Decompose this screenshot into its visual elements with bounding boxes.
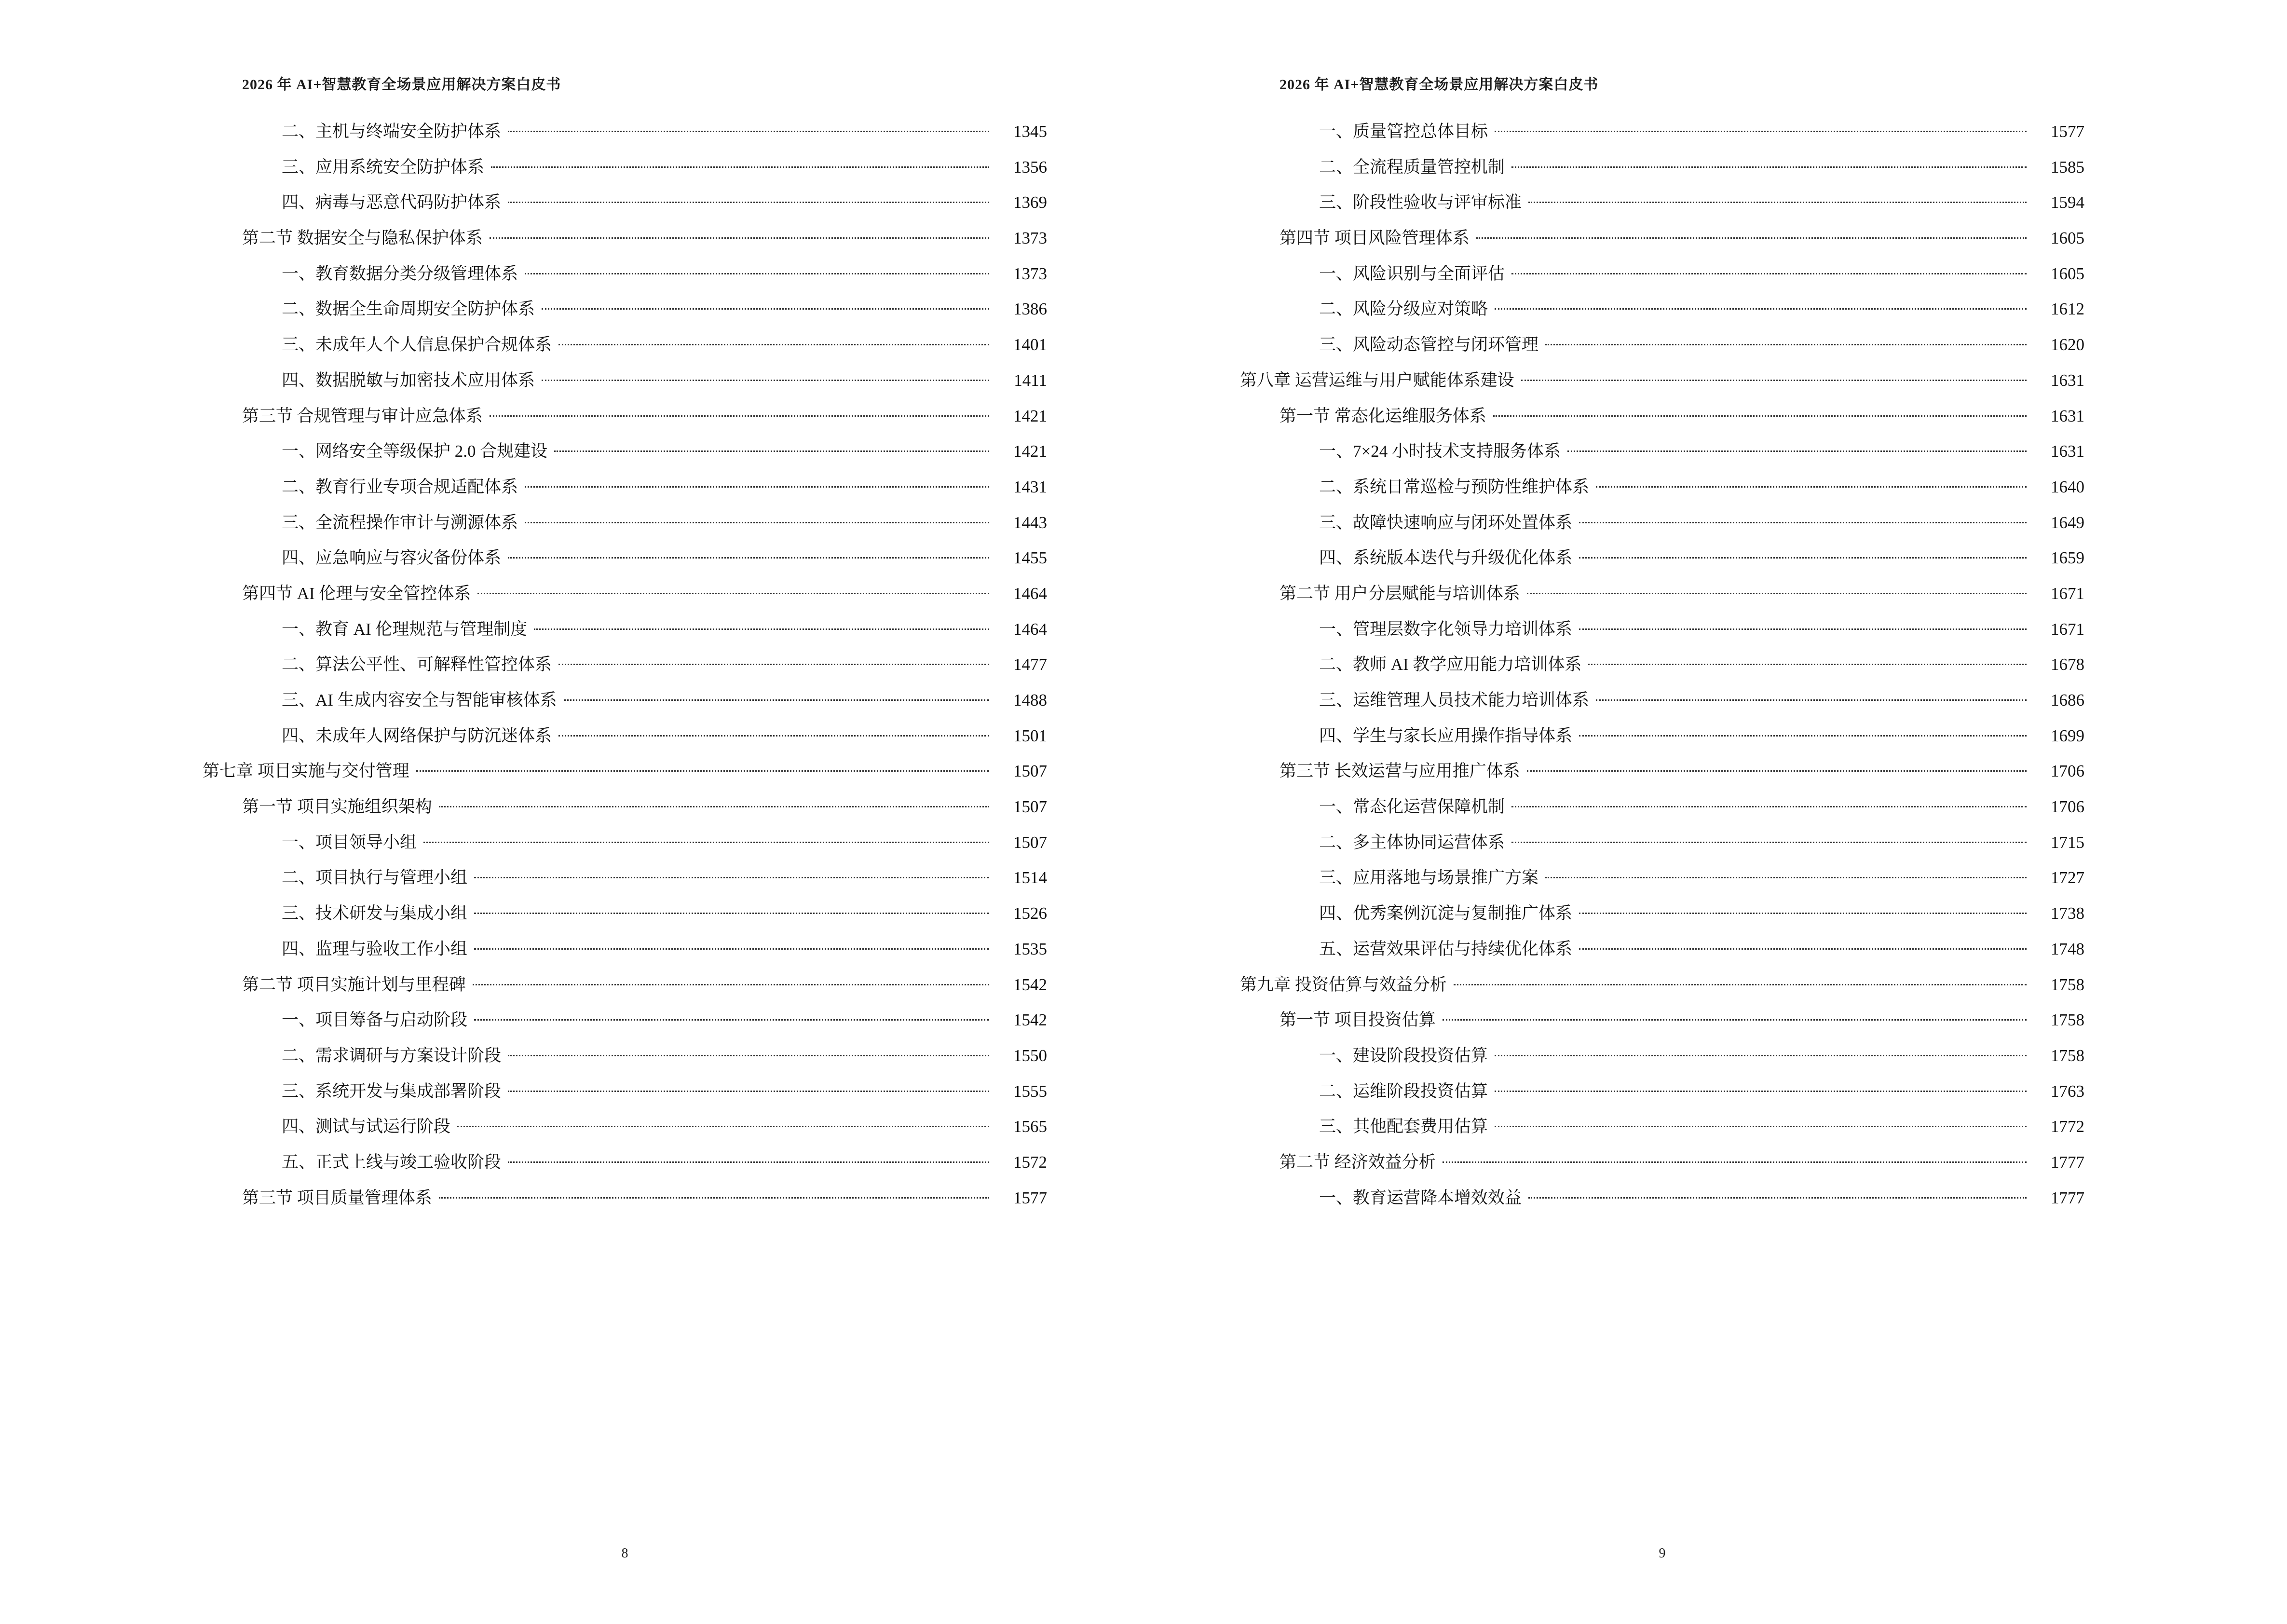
toc-entry[interactable] <box>203 477 1047 498</box>
toc-entry-page-number: 1649 <box>2051 513 2084 532</box>
toc-entry-page-number: 1706 <box>2051 797 2084 817</box>
toc-entry[interactable] <box>1240 335 2084 355</box>
toc-leader-dots <box>558 735 989 737</box>
toc-entry-page-number: 1421 <box>1013 406 1047 425</box>
toc-entry-label: 三、AI 生成内容安全与智能审核体系 <box>282 691 557 710</box>
toc-entry-page-number: 1507 <box>1013 797 1047 817</box>
toc-entry-label: 一、教育运营降本增效效益 <box>1319 1188 1522 1207</box>
toc-entry-page-number: 1477 <box>1013 655 1047 674</box>
toc-entry-label: 二、数据全生命周期安全防护体系 <box>282 300 535 319</box>
toc-leader-dots <box>558 663 989 665</box>
toc-leader-dots <box>474 912 989 914</box>
toc-entry[interactable] <box>203 797 1047 818</box>
toc-entry-page-number: 1488 <box>1013 691 1047 710</box>
toc-entry-page-number: 1421 <box>1013 442 1047 461</box>
toc-entry[interactable] <box>1240 655 2084 675</box>
toc-entry-page-number: 1373 <box>1013 229 1047 248</box>
toc-list-right <box>1240 122 2084 1541</box>
toc-leader-dots <box>525 521 989 523</box>
toc-leader-dots <box>1495 1054 2027 1056</box>
toc-leader-dots <box>1493 415 2027 417</box>
toc-entry-label: 二、全流程质量管控机制 <box>1319 157 1505 177</box>
toc-entry-page-number: 1671 <box>2051 584 2084 603</box>
toc-entry-page-number: 1748 <box>2051 939 2084 958</box>
page-right <box>1144 0 2287 1624</box>
toc-entry[interactable] <box>203 370 1047 391</box>
running-head-right: 2026 年 AI+智慧教育全场景应用解决方案白皮书 <box>1280 77 1599 93</box>
toc-entry-label: 第二节 经济效益分析 <box>1280 1152 1436 1172</box>
toc-leader-dots <box>1495 308 2027 310</box>
toc-entry-page-number: 1772 <box>2051 1117 2084 1136</box>
toc-entry-label: 第二节 项目实施计划与里程碑 <box>242 975 466 994</box>
toc-entry-label: 四、系统版本迭代与升级优化体系 <box>1319 548 1573 568</box>
toc-entry-label: 二、教育行业专项合规适配体系 <box>282 477 518 496</box>
toc-leader-dots <box>508 1054 989 1056</box>
toc-entry-page-number: 1369 <box>1013 193 1047 212</box>
toc-entry-page-number: 1758 <box>2051 1010 2084 1030</box>
toc-entry-label: 第二节 数据安全与隐私保护体系 <box>242 229 483 248</box>
toc-entry-page-number: 1777 <box>2051 1152 2084 1172</box>
toc-entry-label: 二、项目执行与管理小组 <box>282 868 468 887</box>
toc-entry-label: 三、故障快速响应与闭环处置体系 <box>1319 513 1573 532</box>
toc-entry-page-number: 1373 <box>1013 264 1047 283</box>
toc-entry-label: 第九章 投资估算与效益分析 <box>1240 975 1447 994</box>
toc-leader-dots <box>1476 237 2027 239</box>
toc-entry-label: 一、项目领导小组 <box>282 832 417 852</box>
toc-entry-page-number: 1577 <box>1013 1188 1047 1207</box>
toc-entry-page-number: 1411 <box>1014 370 1047 390</box>
toc-leader-dots <box>525 273 989 274</box>
toc-entry[interactable] <box>203 548 1047 569</box>
toc-entry-label: 四、数据脱敏与加密技术应用体系 <box>282 370 535 390</box>
toc-entry-page-number: 1631 <box>2051 370 2084 390</box>
toc-entry[interactable] <box>1240 975 2084 996</box>
toc-entry[interactable] <box>1240 441 2084 462</box>
toc-leader-dots <box>564 699 989 701</box>
toc-leader-dots <box>474 948 989 950</box>
toc-entry-label: 一、教育 AI 伦理规范与管理制度 <box>282 619 528 639</box>
toc-list-left <box>203 122 1047 1541</box>
toc-entry[interactable] <box>203 726 1047 747</box>
toc-entry-page-number: 1401 <box>1013 335 1047 355</box>
toc-leader-dots <box>490 237 989 239</box>
toc-leader-dots <box>423 841 989 843</box>
toc-entry[interactable] <box>203 903 1047 924</box>
toc-entry[interactable] <box>1240 299 2084 320</box>
toc-entry-label: 三、全流程操作审计与溯源体系 <box>282 513 518 532</box>
toc-entry[interactable] <box>1240 761 2084 782</box>
toc-entry-label: 五、正式上线与竣工验收阶段 <box>282 1152 502 1172</box>
toc-leader-dots <box>1511 166 2027 168</box>
toc-leader-dots <box>473 983 989 985</box>
toc-entry-page-number: 1699 <box>2051 726 2084 745</box>
toc-entry[interactable] <box>1240 1010 2084 1031</box>
toc-entry-page-number: 1777 <box>2051 1188 2084 1207</box>
toc-entry[interactable] <box>203 655 1047 675</box>
toc-entry-label: 一、常态化运营保障机制 <box>1319 797 1505 817</box>
toc-leader-dots <box>1521 379 2027 381</box>
toc-entry-page-number: 1577 <box>2051 122 2084 141</box>
toc-entry-label: 二、需求调研与方案设计阶段 <box>282 1046 502 1065</box>
toc-entry[interactable] <box>1240 122 2084 142</box>
toc-leader-dots <box>1511 805 2027 807</box>
toc-entry-page-number: 1612 <box>2051 300 2084 319</box>
toc-entry[interactable] <box>1240 1117 2084 1137</box>
toc-entry-label: 五、运营效果评估与持续优化体系 <box>1319 939 1573 958</box>
toc-entry-page-number: 1763 <box>2051 1081 2084 1101</box>
toc-entry-label: 二、教师 AI 教学应用能力培训体系 <box>1319 655 1582 674</box>
toc-entry-label: 一、项目筹备与启动阶段 <box>282 1010 468 1030</box>
toc-entry[interactable] <box>1240 264 2084 285</box>
toc-entry-page-number: 1659 <box>2051 548 2084 568</box>
toc-entry-page-number: 1507 <box>1013 832 1047 852</box>
toc-entry-page-number: 1640 <box>2051 477 2084 496</box>
toc-leader-dots <box>474 876 989 878</box>
toc-leader-dots <box>1596 486 2027 488</box>
toc-entry-label: 第四节 AI 伦理与安全管控体系 <box>242 584 471 603</box>
toc-entry-page-number: 1507 <box>1013 762 1047 781</box>
toc-entry-page-number: 1565 <box>1013 1117 1047 1136</box>
toc-leader-dots <box>508 130 989 132</box>
toc-entry-page-number: 1715 <box>2051 832 2084 852</box>
toc-entry-label: 第一节 常态化运维服务体系 <box>1280 406 1486 425</box>
toc-entry[interactable] <box>203 122 1047 142</box>
toc-leader-dots <box>1579 735 2027 737</box>
toc-entry[interactable] <box>203 868 1047 888</box>
toc-entry-label: 一、建设阶段投资估算 <box>1319 1046 1488 1065</box>
toc-entry[interactable] <box>1240 406 2084 427</box>
toc-entry-label: 第一节 项目投资估算 <box>1280 1010 1436 1030</box>
toc-entry[interactable] <box>1240 548 2084 569</box>
toc-entry[interactable] <box>1240 939 2084 960</box>
toc-entry[interactable] <box>1240 619 2084 640</box>
toc-entry-label: 二、算法公平性、可解释性管控体系 <box>282 655 552 674</box>
toc-entry-page-number: 1555 <box>1013 1081 1047 1101</box>
toc-entry-label: 四、应急响应与容灾备份体系 <box>282 548 502 568</box>
toc-entry-label: 二、多主体协同运营体系 <box>1319 832 1505 852</box>
toc-entry-label: 第三节 项目质量管理体系 <box>242 1188 432 1207</box>
toc-entry-label: 第七章 项目实施与交付管理 <box>203 762 409 781</box>
toc-leader-dots <box>416 770 989 772</box>
toc-leader-dots <box>1495 1125 2027 1127</box>
toc-leader-dots <box>508 201 989 203</box>
toc-entry-label: 一、教育数据分类分级管理体系 <box>282 264 518 283</box>
toc-entry[interactable] <box>203 584 1047 604</box>
toc-leader-dots <box>1511 273 2027 274</box>
toc-entry-page-number: 1386 <box>1013 300 1047 319</box>
toc-entry[interactable] <box>203 335 1047 355</box>
toc-entry[interactable] <box>1240 513 2084 533</box>
toc-entry-page-number: 1514 <box>1013 868 1047 887</box>
toc-entry[interactable] <box>203 1117 1047 1137</box>
toc-entry[interactable] <box>1240 1046 2084 1066</box>
toc-entry-page-number: 1443 <box>1013 513 1047 532</box>
toc-entry[interactable] <box>203 441 1047 462</box>
toc-entry-page-number: 1356 <box>1013 157 1047 177</box>
toc-entry-label: 三、运维管理人员技术能力培训体系 <box>1319 691 1590 710</box>
toc-entry-page-number: 1535 <box>1013 939 1047 958</box>
toc-entry[interactable] <box>1240 1188 2084 1209</box>
toc-leader-dots <box>1588 663 2027 665</box>
toc-leader-dots <box>490 415 989 417</box>
toc-leader-dots <box>1528 1197 2027 1199</box>
toc-entry-label: 三、未成年人个人信息保护合规体系 <box>282 335 552 355</box>
toc-leader-dots <box>439 805 989 807</box>
toc-entry-page-number: 1542 <box>1013 1010 1047 1030</box>
toc-leader-dots <box>1579 521 2027 523</box>
toc-leader-dots <box>1495 130 2027 132</box>
toc-leader-dots <box>1545 343 2027 345</box>
toc-entry-label: 一、风险识别与全面评估 <box>1319 264 1505 283</box>
toc-leader-dots <box>1579 557 2027 559</box>
toc-leader-dots <box>1579 912 2027 914</box>
toc-entry-page-number: 1727 <box>2051 868 2084 887</box>
toc-entry-label: 四、病毒与恶意代码防护体系 <box>282 193 502 212</box>
toc-entry-page-number: 1631 <box>2051 406 2084 425</box>
toc-leader-dots <box>1527 592 2027 594</box>
toc-entry-label: 一、网络安全等级保护 2.0 合规建设 <box>282 442 548 461</box>
toc-entry[interactable] <box>1240 192 2084 213</box>
toc-entry[interactable] <box>203 619 1047 640</box>
toc-entry[interactable] <box>203 690 1047 711</box>
toc-entry-label: 三、其他配套费用估算 <box>1319 1117 1488 1136</box>
toc-entry[interactable] <box>203 761 1047 782</box>
toc-entry-page-number: 1585 <box>2051 157 2084 177</box>
toc-entry-label: 三、技术研发与集成小组 <box>282 904 468 923</box>
toc-leader-dots <box>477 592 989 594</box>
toc-entry[interactable] <box>1240 228 2084 249</box>
toc-leader-dots <box>1545 876 2027 878</box>
toc-entry[interactable] <box>203 228 1047 249</box>
toc-entry[interactable] <box>1240 832 2084 853</box>
toc-entry-page-number: 1594 <box>2051 193 2084 212</box>
toc-entry[interactable] <box>203 299 1047 320</box>
toc-entry-label: 四、优秀案例沉淀与复制推广体系 <box>1319 904 1573 923</box>
folio-right: 9 <box>1659 1546 1666 1561</box>
toc-entry[interactable] <box>203 1046 1047 1066</box>
toc-leader-dots <box>1579 628 2027 630</box>
toc-entry-label: 四、未成年人网络保护与防沉迷体系 <box>282 726 552 745</box>
toc-leader-dots <box>439 1197 989 1199</box>
toc-leader-dots <box>1495 1090 2027 1092</box>
running-head-left: 2026 年 AI+智慧教育全场景应用解决方案白皮书 <box>242 77 561 93</box>
toc-entry-label: 三、应用落地与场景推广方案 <box>1319 868 1539 887</box>
toc-entry-label: 一、质量管控总体目标 <box>1319 122 1488 141</box>
toc-leader-dots <box>508 1161 989 1163</box>
toc-leader-dots <box>1528 201 2027 203</box>
toc-entry[interactable] <box>203 406 1047 427</box>
toc-entry-label: 一、7×24 小时技术支持服务体系 <box>1319 442 1561 461</box>
toc-entry-page-number: 1620 <box>2051 335 2084 355</box>
folio-left: 8 <box>621 1546 628 1561</box>
toc-entry-label: 二、系统日常巡检与预防性维护体系 <box>1319 477 1590 496</box>
toc-leader-dots <box>554 450 989 452</box>
toc-entry-page-number: 1464 <box>1013 584 1047 603</box>
toc-entry[interactable] <box>1240 726 2084 747</box>
toc-entry[interactable] <box>1240 157 2084 178</box>
toc-entry-label: 第二节 用户分层赋能与培训体系 <box>1280 584 1520 603</box>
toc-entry-page-number: 1605 <box>2051 264 2084 283</box>
toc-entry-page-number: 1758 <box>2051 975 2084 994</box>
toc-entry-page-number: 1738 <box>2051 904 2084 923</box>
toc-entry[interactable] <box>203 192 1047 213</box>
toc-entry-label: 四、测试与试运行阶段 <box>282 1117 451 1136</box>
toc-leader-dots <box>491 166 989 168</box>
toc-entry-page-number: 1572 <box>1013 1152 1047 1172</box>
toc-entry[interactable] <box>203 1188 1047 1209</box>
toc-entry[interactable] <box>203 1081 1047 1102</box>
toc-leader-dots <box>558 343 989 345</box>
toc-entry-page-number: 1542 <box>1013 975 1047 994</box>
toc-entry[interactable] <box>1240 797 2084 818</box>
toc-entry-page-number: 1550 <box>1013 1046 1047 1065</box>
toc-leader-dots <box>534 628 989 630</box>
toc-leader-dots <box>457 1125 989 1127</box>
toc-entry[interactable] <box>203 939 1047 960</box>
toc-entry[interactable] <box>203 157 1047 178</box>
toc-leader-dots <box>1596 699 2027 701</box>
toc-entry[interactable] <box>1240 584 2084 604</box>
toc-entry-page-number: 1501 <box>1013 726 1047 745</box>
toc-entry-page-number: 1605 <box>2051 229 2084 248</box>
toc-entry-label: 第三节 合规管理与审计应急体系 <box>242 406 483 425</box>
toc-entry-label: 二、运维阶段投资估算 <box>1319 1081 1488 1101</box>
toc-entry-label: 一、管理层数字化领导力培训体系 <box>1319 619 1573 639</box>
toc-leader-dots <box>1579 948 2027 950</box>
toc-entry[interactable] <box>1240 903 2084 924</box>
toc-leader-dots <box>508 557 989 559</box>
toc-entry-label: 第三节 长效运营与应用推广体系 <box>1280 762 1520 781</box>
toc-leader-dots <box>1567 450 2027 452</box>
toc-entry-page-number: 1706 <box>2051 762 2084 781</box>
toc-entry-page-number: 1631 <box>2051 442 2084 461</box>
toc-leader-dots <box>508 1090 989 1092</box>
toc-leader-dots <box>1511 841 2027 843</box>
toc-entry-label: 第四节 项目风险管理体系 <box>1280 229 1470 248</box>
toc-entry-page-number: 1526 <box>1013 904 1047 923</box>
toc-entry-page-number: 1678 <box>2051 655 2084 674</box>
toc-entry[interactable] <box>203 264 1047 285</box>
toc-leader-dots <box>474 1019 989 1021</box>
toc-entry-label: 三、阶段性验收与评审标准 <box>1319 193 1522 212</box>
toc-leader-dots <box>542 379 989 381</box>
toc-entry-label: 四、学生与家长应用操作指导体系 <box>1319 726 1573 745</box>
toc-leader-dots <box>1443 1019 2027 1021</box>
toc-entry-page-number: 1464 <box>1013 619 1047 639</box>
toc-entry[interactable] <box>1240 477 2084 498</box>
toc-entry[interactable] <box>1240 1081 2084 1102</box>
toc-entry-page-number: 1758 <box>2051 1046 2084 1065</box>
toc-entry-label: 第八章 运营运维与用户赋能体系建设 <box>1240 370 1514 390</box>
toc-entry[interactable] <box>1240 690 2084 711</box>
toc-entry-page-number: 1431 <box>1013 477 1047 496</box>
toc-leader-dots <box>1527 770 2027 772</box>
toc-entry-label: 二、风险分级应对策略 <box>1319 300 1488 319</box>
toc-entry[interactable] <box>1240 370 2084 391</box>
toc-entry-page-number: 1686 <box>2051 691 2084 710</box>
toc-entry-page-number: 1455 <box>1013 548 1047 568</box>
toc-entry-label: 四、监理与验收工作小组 <box>282 939 468 958</box>
toc-entry[interactable] <box>203 832 1047 853</box>
toc-leader-dots <box>542 308 989 310</box>
toc-entry-label: 三、风险动态管控与闭环管理 <box>1319 335 1539 355</box>
toc-entry[interactable] <box>203 1010 1047 1031</box>
toc-entry-label: 三、系统开发与集成部署阶段 <box>282 1081 502 1101</box>
toc-entry[interactable] <box>1240 868 2084 888</box>
toc-entry[interactable] <box>203 975 1047 996</box>
toc-leader-dots <box>1454 983 2027 985</box>
toc-entry[interactable] <box>203 513 1047 533</box>
toc-entry-label: 二、主机与终端安全防护体系 <box>282 122 502 141</box>
toc-entry-label: 三、应用系统安全防护体系 <box>282 157 485 177</box>
toc-entry-label: 第一节 项目实施组织架构 <box>242 797 432 817</box>
toc-entry[interactable] <box>203 1152 1047 1173</box>
toc-leader-dots <box>525 486 989 488</box>
toc-leader-dots <box>1443 1161 2027 1163</box>
toc-entry-page-number: 1671 <box>2051 619 2084 639</box>
toc-entry[interactable] <box>1240 1152 2084 1173</box>
toc-entry-page-number: 1345 <box>1013 122 1047 141</box>
